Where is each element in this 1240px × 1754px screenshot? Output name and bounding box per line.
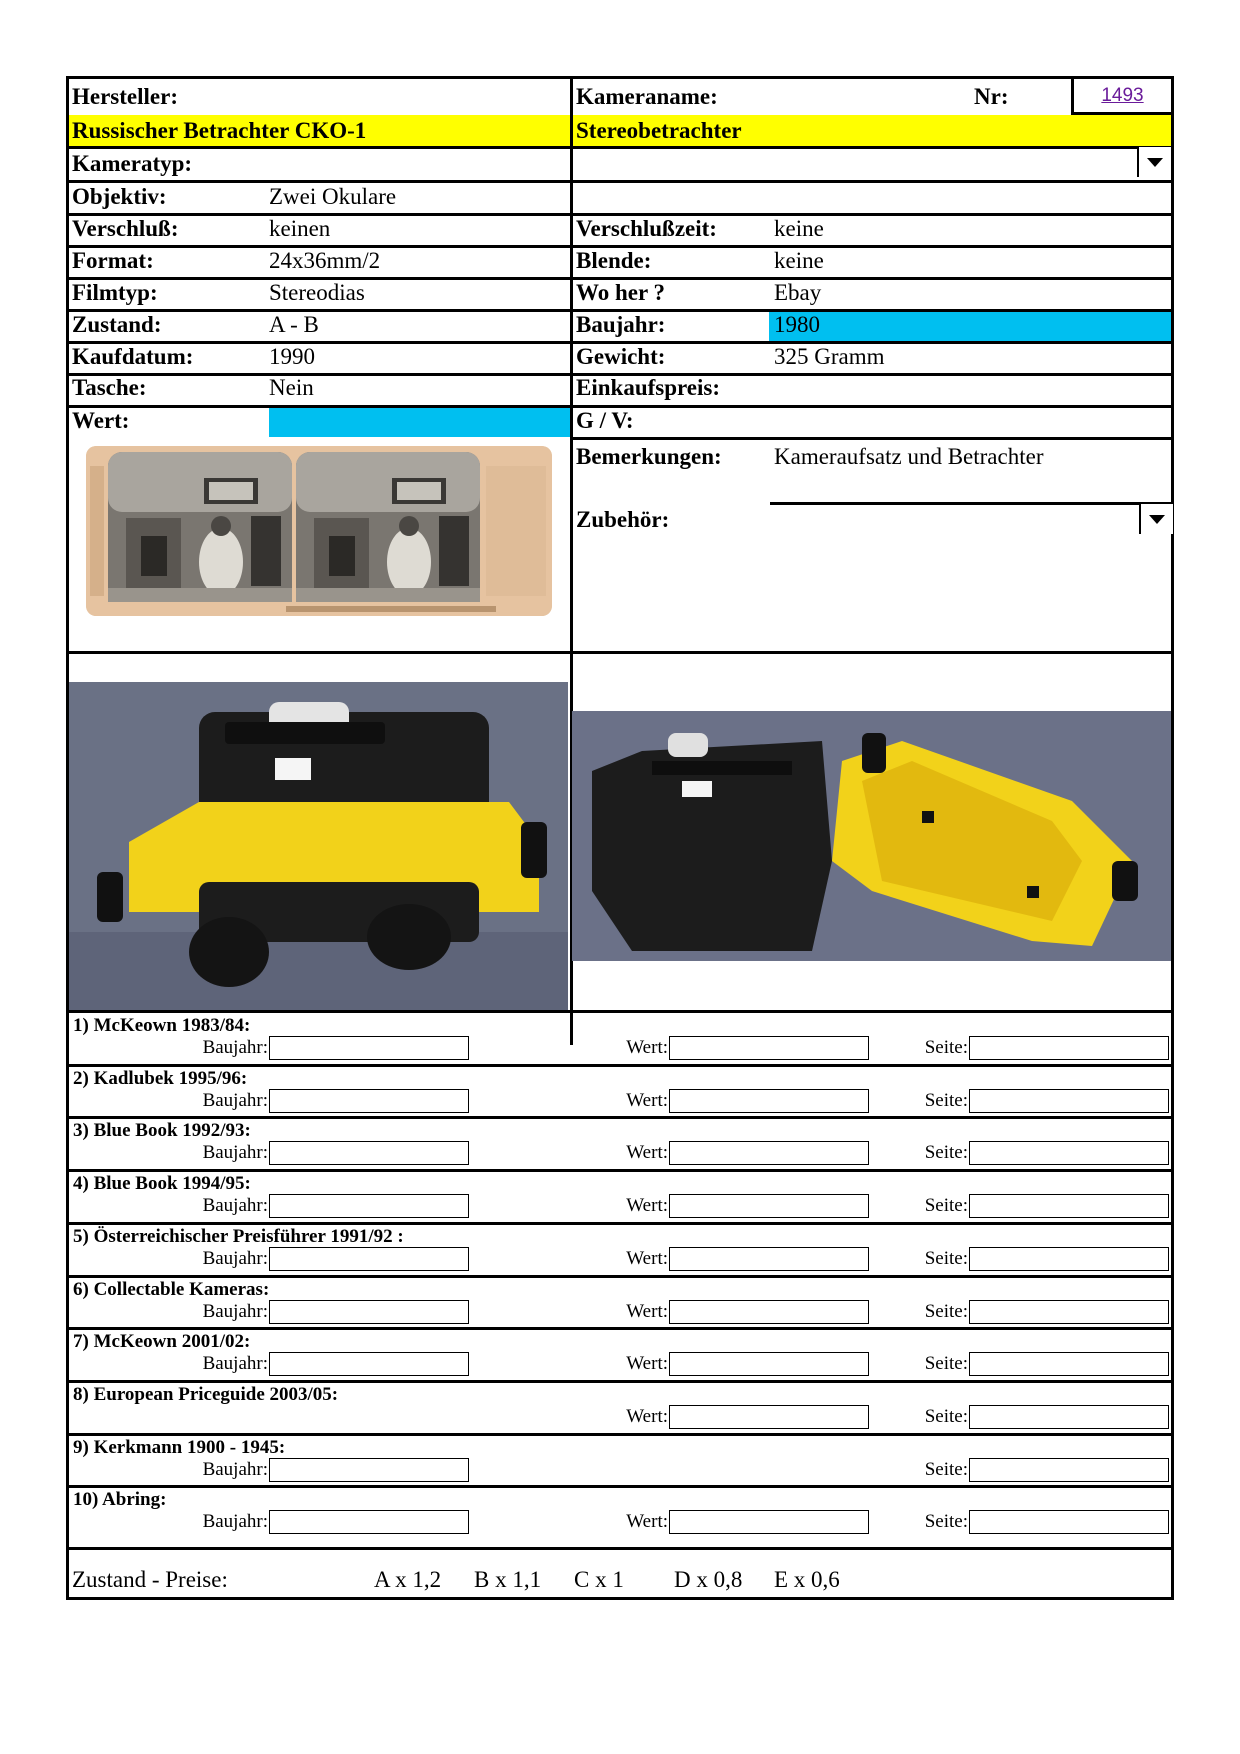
baujahr-label: Baujahr: [202, 1090, 268, 1111]
einkaufspreis-label: Einkaufspreis: [576, 375, 721, 400]
reference-row [69, 1277, 1171, 1330]
woher-value: Ebay [774, 280, 822, 305]
reference-title: 6) Collectable Kameras: [73, 1279, 270, 1300]
seite-input[interactable] [969, 1194, 1169, 1218]
seite-input[interactable] [969, 1141, 1169, 1165]
wert-label: Wert: [626, 1248, 668, 1269]
stereo-card-image [86, 446, 552, 616]
format-value: 24x36mm/2 [269, 248, 381, 273]
bemerkungen-value: Kameraufsatz und Betrachter [774, 444, 1044, 469]
zustand-value: A - B [269, 312, 319, 337]
reference-row [69, 1118, 1171, 1171]
baujahr-label: Baujahr: [202, 1195, 268, 1216]
kaufdatum-label: Kaufdatum: [72, 344, 194, 369]
seite-input[interactable] [969, 1036, 1169, 1060]
reference-title: 3) Blue Book 1992/93: [73, 1120, 251, 1141]
zustand-factor-a: A x 1,2 [374, 1567, 442, 1592]
seite-input[interactable] [969, 1300, 1169, 1324]
objektiv-label: Objektiv: [72, 184, 167, 209]
stereo-right-frame [296, 452, 480, 602]
reference-title: 5) Österreichischer Preisführer 1991/92 : [73, 1226, 404, 1247]
seite-label: Seite: [924, 1037, 968, 1058]
format-label: Format: [72, 248, 154, 273]
wert-label: Wert: [72, 408, 130, 433]
viewer-photo-front [69, 682, 568, 1012]
wert-input[interactable] [669, 1036, 869, 1060]
wert-input[interactable] [669, 1194, 869, 1218]
reference-title: 1) McKeown 1983/84: [73, 1015, 251, 1036]
baujahr-input[interactable] [269, 1510, 469, 1534]
wert-label: Wert: [626, 1037, 668, 1058]
seite-input[interactable] [969, 1405, 1169, 1429]
baujahr-label: Baujahr: [202, 1037, 268, 1058]
baujahr-input[interactable] [269, 1141, 469, 1165]
reference-row [69, 1171, 1171, 1224]
stereo-left-frame [108, 452, 292, 602]
camera-record-sheet [66, 76, 1174, 1600]
kameraname-value: Stereobetrachter [576, 118, 742, 143]
zustand-factor-b: B x 1,1 [474, 1567, 542, 1592]
wert-input[interactable] [669, 1300, 869, 1324]
reference-title: 9) Kerkmann 1900 - 1945: [73, 1437, 286, 1458]
seite-input[interactable] [969, 1458, 1169, 1482]
gewicht-label: Gewicht: [576, 344, 666, 369]
reference-row [69, 1066, 1171, 1119]
seite-label: Seite: [924, 1301, 968, 1322]
baujahr-input[interactable] [269, 1352, 469, 1376]
verschluss-label: Verschluß: [72, 216, 179, 241]
baujahr-input[interactable] [269, 1089, 469, 1113]
reference-title: 10) Abring: [73, 1489, 167, 1510]
wert-label: Wert: [626, 1511, 668, 1532]
reference-title: 2) Kadlubek 1995/96: [73, 1068, 248, 1089]
filmtyp-label: Filmtyp: [72, 280, 158, 305]
reference-row [69, 1487, 1171, 1540]
wert-input[interactable] [669, 1089, 869, 1113]
reference-row [69, 1435, 1171, 1488]
baujahr-input[interactable] [269, 1458, 469, 1482]
zubehoer-dropdown[interactable] [1139, 504, 1173, 534]
baujahr-input[interactable] [269, 1036, 469, 1060]
wert-input[interactable] [669, 1352, 869, 1376]
baujahr-label: Baujahr: [202, 1142, 268, 1163]
nr-label: Nr: [974, 84, 1009, 109]
gewicht-value: 325 Gramm [774, 344, 885, 369]
tasche-value: Nein [269, 375, 314, 400]
reference-title: 7) McKeown 2001/02: [73, 1331, 251, 1352]
seite-label: Seite: [924, 1353, 968, 1374]
seite-label: Seite: [924, 1195, 968, 1216]
wert-label: Wert: [626, 1301, 668, 1322]
kameraname-label: Kameraname: [576, 84, 718, 109]
zustand-preise-label: Zustand - Preise: [72, 1567, 228, 1592]
zustand-label: Zustand: [72, 312, 162, 337]
wert-input[interactable] [669, 1141, 869, 1165]
kameratyp-label: Kameratyp: [72, 151, 193, 176]
baujahr-value: 1980 [774, 312, 820, 337]
reference-row [69, 1224, 1171, 1277]
seite-input[interactable] [969, 1352, 1169, 1376]
viewer-photo-parts [572, 711, 1171, 961]
wert-highlight [269, 408, 570, 437]
kaufdatum-value: 1990 [269, 344, 315, 369]
hersteller-label: Hersteller: [72, 84, 178, 109]
wert-label: Wert: [626, 1142, 668, 1163]
wert-label: Wert: [626, 1090, 668, 1111]
bemerkungen-label: Bemerkungen: [576, 444, 722, 469]
nr-link[interactable]: 1493 [1101, 85, 1144, 106]
seite-input[interactable] [969, 1510, 1169, 1534]
reference-row [69, 1382, 1171, 1435]
baujahr-label: Baujahr: [202, 1459, 268, 1480]
wert-label: Wert: [626, 1195, 668, 1216]
baujahr-label: Baujahr: [202, 1511, 268, 1532]
filmtyp-value: Stereodias [269, 280, 365, 305]
baujahr-label: Baujahr: [202, 1301, 268, 1322]
gv-label: G / V: [576, 408, 634, 433]
baujahr-label: Baujahr: [576, 312, 666, 337]
hersteller-value: Russischer Betrachter CKO-1 [72, 118, 367, 143]
zustand-factor-e: E x 0,6 [774, 1567, 840, 1592]
zustand-factor-d: D x 0,8 [674, 1567, 743, 1592]
wert-input[interactable] [669, 1405, 869, 1429]
reference-row [69, 1329, 1171, 1382]
baujahr-input[interactable] [269, 1300, 469, 1324]
woher-label: Wo her ? [576, 280, 666, 305]
objektiv-value: Zwei Okulare [269, 184, 397, 209]
seite-label: Seite: [924, 1511, 968, 1532]
reference-list [69, 1013, 1171, 1549]
seite-input[interactable] [969, 1089, 1169, 1113]
seite-label: Seite: [924, 1142, 968, 1163]
tasche-label: Tasche: [72, 375, 147, 400]
baujahr-label: Baujahr: [202, 1248, 268, 1269]
kameratyp-dropdown[interactable] [1137, 147, 1171, 177]
reference-title: 4) Blue Book 1994/95: [73, 1173, 251, 1194]
wert-label: Wert: [626, 1353, 668, 1374]
wert-label: Wert: [626, 1406, 668, 1427]
seite-label: Seite: [924, 1090, 968, 1111]
reference-row [69, 1013, 1171, 1066]
blende-label: Blende: [576, 248, 652, 273]
zustand-factor-c: C x 1 [574, 1567, 624, 1592]
verschlusszeit-label: Verschlußzeit: [576, 216, 717, 241]
baujahr-input[interactable] [269, 1247, 469, 1271]
seite-label: Seite: [924, 1459, 968, 1480]
seite-input[interactable] [969, 1247, 1169, 1271]
baujahr-label: Baujahr: [202, 1353, 268, 1374]
baujahr-input[interactable] [269, 1194, 469, 1218]
seite-label: Seite: [924, 1248, 968, 1269]
seite-label: Seite: [924, 1406, 968, 1427]
nr-box [1071, 79, 1171, 115]
verschluss-value: keinen [269, 216, 331, 241]
baujahr-highlight [769, 312, 1171, 341]
blende-value: keine [774, 248, 824, 273]
verschlusszeit-value: keine [774, 216, 824, 241]
reference-title: 8) European Priceguide 2003/05: [73, 1384, 339, 1405]
zubehoer-label: Zubehör: [576, 507, 670, 532]
wert-input[interactable] [669, 1247, 869, 1271]
wert-input[interactable] [669, 1510, 869, 1534]
